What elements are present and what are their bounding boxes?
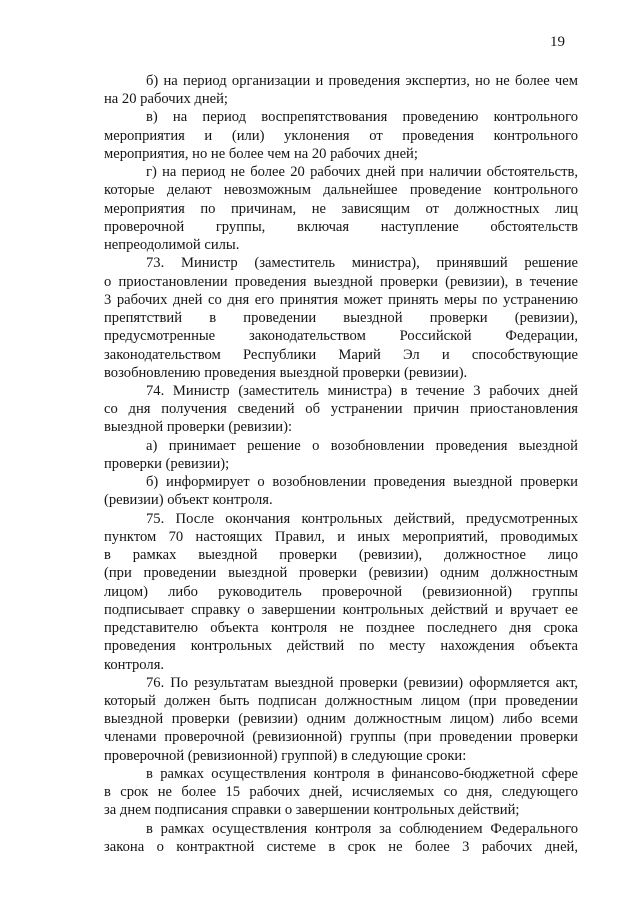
paragraph-g-circumstances-period (104, 163, 578, 254)
text-line: пунктом 70 настоящих Правил, и иных мероприятий, проводимых (104, 528, 578, 545)
text-line: членами проверочной (ревизионной) группы (при проведении проверки (104, 729, 578, 746)
text-line: проверки (ревизии); (104, 455, 230, 472)
text-line: которые делают невозможным дальнейшее проведение контрольного (104, 182, 578, 199)
text-line: со дня получения сведений об устранении причин приостановления (104, 401, 578, 418)
paragraph-financial-control-term (104, 765, 578, 820)
text-line: предусмотренные законодательством Российской Федерации, (104, 328, 578, 345)
text-line: мероприятия по причинам, не зависящим от должностных лиц (104, 200, 578, 217)
text-line: проверочной (ревизионной) группой) в следующие сроки: (104, 747, 467, 764)
text-line: в рамках осуществления контроля за соблюдением Федерального (146, 820, 578, 837)
paragraph-b-notify-object (104, 473, 578, 509)
clause-73 (104, 254, 578, 382)
text-line: выездной проверки (ревизии) одним должностным лицом) либо всеми (104, 711, 578, 728)
text-line: препятствий в проведении выездной проверки (ревизии), (104, 310, 578, 327)
text-line: лицом) либо руководитель проверочной (ревизионной) группы (104, 583, 578, 600)
text-line: 75. После окончания контрольных действий, предусмотренных (146, 510, 578, 527)
text-line: непреодолимой силы. (104, 237, 240, 254)
text-line: подписывает справку о завершении контрольных действий и вручает ее (104, 601, 578, 618)
clause-74 (104, 382, 578, 437)
text-line: который должен быть подписан должностным лицом (при проведении (104, 692, 578, 709)
clause-75 (104, 510, 578, 674)
paragraph-v-obstruction-period (104, 108, 578, 163)
text-line: 73. Министр (заместитель министра), принявший решение (146, 255, 578, 272)
text-line: 74. Министр (заместитель министра) в течение 3 рабочих дней (146, 382, 578, 399)
text-line: за днем подписания справки о завершении контрольных действий; (104, 802, 520, 819)
text-line: закона о контрактной системе в срок не более 3 рабочих дней, (104, 838, 578, 855)
text-line: в рамках выездной проверки (ревизии), должностное лицо (104, 547, 578, 564)
text-line: проведения контрольных действий по месту нахождения объекта (104, 638, 578, 655)
text-line: 76. По результатам выездной проверки (ревизии) оформляется акт, (146, 674, 578, 691)
text-line: (при проведении выездной проверки (ревизии) одним должностным (104, 565, 578, 582)
text-line: а) принимает решение о возобновлении проведения выездной (146, 437, 578, 454)
text-line: 3 рабочих дней со дня его принятия может принять меры по устранению (104, 291, 578, 308)
text-line: контроля. (104, 656, 165, 673)
paragraph-b-expertise-period (104, 72, 578, 108)
text-line: законодательством Республики Марий Эл и способствующие (104, 346, 578, 363)
page-number: 19 (550, 34, 565, 50)
text-line: проверочной группы, включая наступление обстоятельств (104, 218, 578, 235)
text-line: г) на период не более 20 рабочих дней при наличии обстоятельств, (146, 164, 578, 181)
text-line: в) на период воспрепятствования проведению контрольного (146, 109, 578, 126)
text-line: б) на период организации и проведения экспертиз, но не более чем (146, 73, 578, 89)
text-line: на 20 рабочих дней; (104, 91, 228, 108)
text-line: выездной проверки (ревизии): (104, 419, 293, 436)
text-line: (ревизии) объект контроля. (104, 492, 273, 509)
text-line: в рамках осуществления контроля в финансово-бюджетной сфере (146, 765, 578, 782)
paragraph-contract-control-term (104, 820, 578, 856)
clause-76 (104, 674, 578, 765)
paragraph-a-resume-decision (104, 437, 578, 473)
text-line: б) информирует о возобновлении проведения выездной проверки (146, 474, 578, 491)
document-body (104, 72, 578, 856)
text-line: представителю объекта контроля не позднее последнего дня срока (104, 620, 578, 637)
text-line: мероприятия и (или) уклонения от проведения контрольного (104, 127, 578, 144)
text-line: мероприятия, но не более чем на 20 рабочих дней; (104, 145, 418, 162)
text-line: возобновлению проведения выездной проверки (ревизии). (104, 364, 468, 381)
text-line: в срок не более 15 рабочих дней, исчисляемых со дня, следующего (104, 784, 578, 801)
text-line: о приостановлении проведения выездной проверки (ревизии), в течение (104, 273, 578, 290)
